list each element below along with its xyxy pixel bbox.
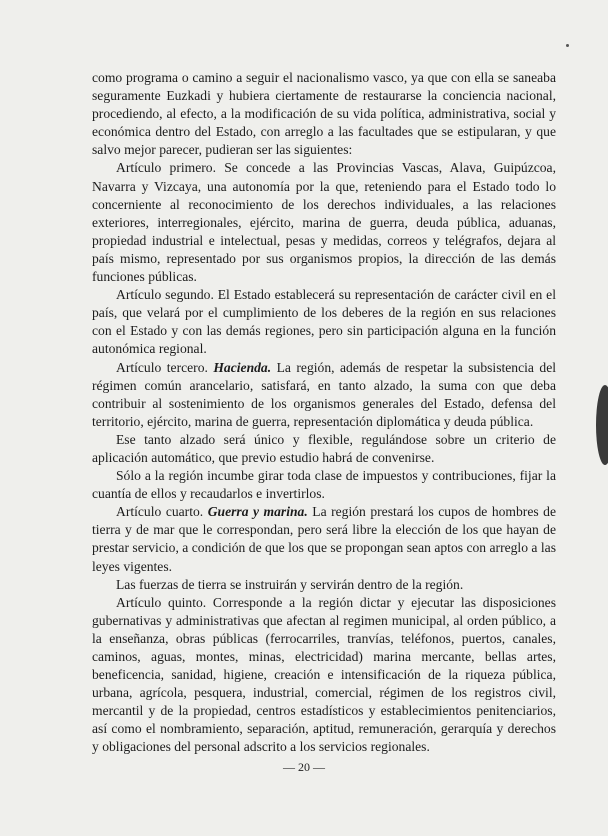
paragraph-articulo-quinto (92, 594, 556, 757)
paragraph-articulo-tercero (92, 359, 556, 431)
paragraph-fuerzas-tierra (92, 576, 556, 594)
paragraph-text: Artículo quinto. Corresponde a la región dictar y ejecutar las disposiciones gubernativas y administrativas que afectan al regimen municipal, al orden público, a la enseñanza, obras públicas (ferrocarriles, tranvías, teléfonos, puertos, canales, caminos, aguas, montes, minas, electricidad) marina mercante, bellas artes, beneficencia, sanidad, higiene, creación e intensificación de la riqueza pública, urbana, agrícola, pesquera, industrial, comercial, régimen de los registros civil, mercantil y de la propiedad, centros estadísticos y establecimientos penitenciarios, así como el nombramiento, separación, aptitud, remuneración, gerarquía y derechos y obligaciones del personal adscrito a los servicios regionales. (92, 594, 556, 755)
paragraph-articulo-primero (92, 159, 556, 286)
paragraph-articulo-segundo (92, 286, 556, 358)
page-number: — 20 — (283, 760, 325, 774)
paragraph-tanto-alzado (92, 431, 556, 467)
paragraph-articulo-cuarto (92, 503, 556, 575)
paragraph-text: Sólo a la región incumbe girar toda clase de impuestos y contribuciones, fijar la cuantía de ellos y recaudarlos e invertirlos. (92, 468, 556, 502)
paragraph-text: Las fuerzas de tierra se instruirán y servirán dentro de la región. (116, 576, 464, 592)
paragraph-text: como programa o camino a seguir el nacionalismo vasco, ya que con ella se saneaba seguramente Euzkadi y hubiera ciertamente de restaurarse la conciencia nacional, procediendo, al efecto, a la modificación de su vida política, administrativa, social y económica dentro del Estado, con arreglo a las facultades que se estipularan, y que salvo mejor parecer, pudieran ser las siguientes: (92, 70, 556, 158)
speck-mark (566, 44, 569, 47)
article-prefix: Artículo cuarto. (116, 504, 208, 520)
paragraph-intro (92, 69, 556, 159)
paragraph-text: Artículo primero. Se concede a las Provincias Vascas, Alava, Guipúzcoa, Navarra y Vizcaya, una autonomía por la que, reteniendo para el Estado todo lo concerniente al reconocimiento de los derechos individuales, a las relaciones exteriores, interregionales, ejército, marina de guerra, deuda pública, aduanas, propiedad industrial e intelectual, pesas y medidas, correos y telégrafos, dejara al país mismo, representado por sus organismos propios, la dirección de las demás funciones públicas. (92, 160, 556, 285)
article-subject: Hacienda. (213, 359, 272, 375)
article-subject: Guerra y marina. (207, 504, 308, 520)
paragraph-impuestos (92, 467, 556, 503)
article-prefix: Artículo tercero. (116, 359, 214, 375)
paragraph-text: La región, además de respetar la subsistencia del régimen común arancelario, satisfará, en tanto alzado, la suma con que deba contribuir al sostenimiento de los organismos generales del Estado, defensa del territorio, ejército, marina de guerra, representación diplomática y deuda pública. (92, 359, 556, 429)
scan-thumb-shadow (596, 385, 608, 465)
paragraph-text: Artículo segundo. El Estado establecerá su representación de carácter civil en el país, que velará por el cumplimiento de los deberes de la región en sus relaciones con el Estado y con las demás regiones, pero sin participación alguna en la función autonómica regional. (92, 287, 556, 357)
paragraph-text: Ese tanto alzado será único y flexible, regulándose sobre un criterio de aplicación automático, que previo estudio habrá de convenirse. (92, 431, 556, 465)
paragraph-text: La región prestará los cupos de hombres de tierra y de mar que le correspondan, pero será libre la elección de los que hayan de prestar servicio, a condición de que los que se propongan sean aptos con arreglo a las leyes vigentes. (92, 504, 557, 574)
body-text (92, 69, 556, 757)
